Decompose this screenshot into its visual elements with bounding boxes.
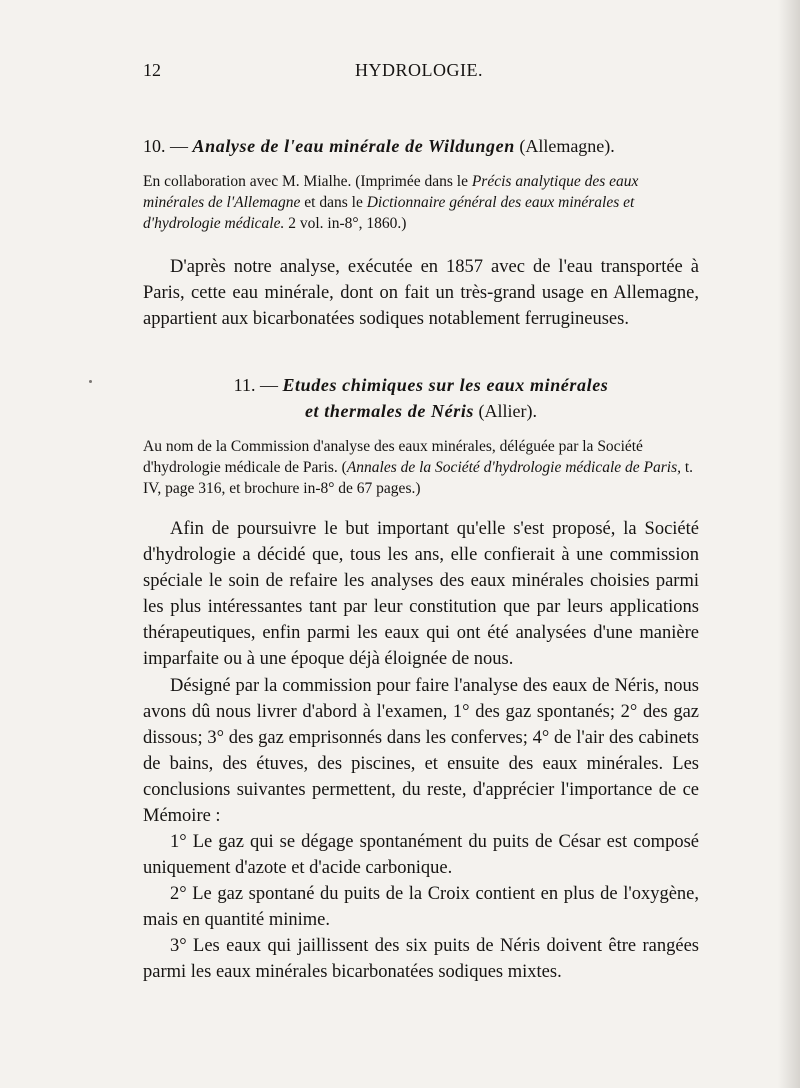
page-number: 12	[143, 60, 161, 80]
entry-10-paragraph: D'après notre analyse, exécutée en 1857 avec de l'eau transportée à Paris, cette eau minérale, dont on fait un très-grand usage en Allemagne, appartient aux bicarbonatées sodiques notablement ferrugineuses.	[143, 257, 699, 329]
entry-11-title	[143, 372, 699, 424]
entry-10-note-text: et dans le	[300, 194, 367, 211]
entry-11-note	[143, 436, 699, 499]
entry-10	[143, 133, 699, 234]
entry-10-title-text: Analyse de l'eau minérale de Wildungen	[192, 136, 515, 156]
entry-10-note-title-2: Dictionnaire général des eaux minérales et d'hydrologie médicale.	[143, 194, 635, 232]
entry-10-note	[143, 171, 699, 234]
page-edge-shadow	[778, 0, 800, 1088]
entry-11-note-text: Au nom de la Commission d'analyse des eaux minérales, déléguée par la Société d'hydrologie médicale de Paris. (	[143, 438, 643, 476]
entry-11-conclusion-3: 3° Les eaux qui jaillissent des six puits de Néris doivent être rangées parmi les eaux minérales bicarbonatées sodiques mixtes.	[143, 936, 699, 982]
entry-10-note-title-1: Précis analytique des eaux minérales de l'Allemagne	[143, 173, 639, 211]
running-head: HYDROLOGIE.	[355, 60, 483, 80]
entry-11-title-line-2: et thermales de Néris	[304, 401, 475, 421]
entry-11-note-title: Annales de la Société d'hydrologie médicale de Paris,	[346, 459, 681, 476]
entry-10-note-text: 2 vol. in-8°, 1860.)	[284, 215, 407, 232]
entry-11-number: 11. —	[233, 375, 278, 395]
entry-10-number: 10. —	[143, 136, 188, 156]
entry-11	[143, 372, 699, 499]
page-header	[143, 60, 695, 88]
entry-11-place: (Allier).	[478, 401, 538, 421]
entry-11-paragraph-1: Afin de poursuivre le but important qu'elle s'est proposé, la Société d'hydrologie a décidé que, tous les ans, elle confierait à une commission spéciale le soin de refaire les analyses des eaux minérales choisies parmi les plus intéressantes tant par leur constitution que par leurs applications thérapeutiques, enfin parmi les eaux qui ont été analysées d'une manière imparfaite ou à une époque déjà éloignée de nous.	[143, 519, 699, 669]
entry-11-title-line-1: Etudes chimiques sur les eaux minérales	[282, 375, 609, 395]
entry-10-title	[143, 133, 699, 159]
ink-speck	[89, 380, 92, 383]
entry-11-paragraph-2: Désigné par la commission pour faire l'analyse des eaux de Néris, nous avons dû nous livrer d'abord à l'examen, 1° des gaz spontanés; 2° des gaz dissous; 3° des gaz emprisonnés dans les conferves; 4° de l'air des cabinets de bains, des étuves, des piscines, et ensuite des eaux minérales. Les conclusions suivantes permettent, du reste, d'apprécier l'importance de ce Mémoire :	[143, 676, 699, 826]
entry-11-conclusion-1: 1° Le gaz qui se dégage spontanément du puits de César est composé uniquement d'azote et d'acide carbonique.	[143, 832, 699, 878]
entry-10-place: (Allemagne).	[519, 136, 615, 156]
entry-11-note-text: t. IV, page 316, et brochure in-8° de 67 pages.)	[143, 459, 694, 497]
entry-10-note-text: En collaboration avec M. Mialhe. (Imprimée dans le	[143, 173, 472, 190]
entry-11-conclusion-2: 2° Le gaz spontané du puits de la Croix contient en plus de l'oxygène, mais en quantité minime.	[143, 884, 699, 930]
